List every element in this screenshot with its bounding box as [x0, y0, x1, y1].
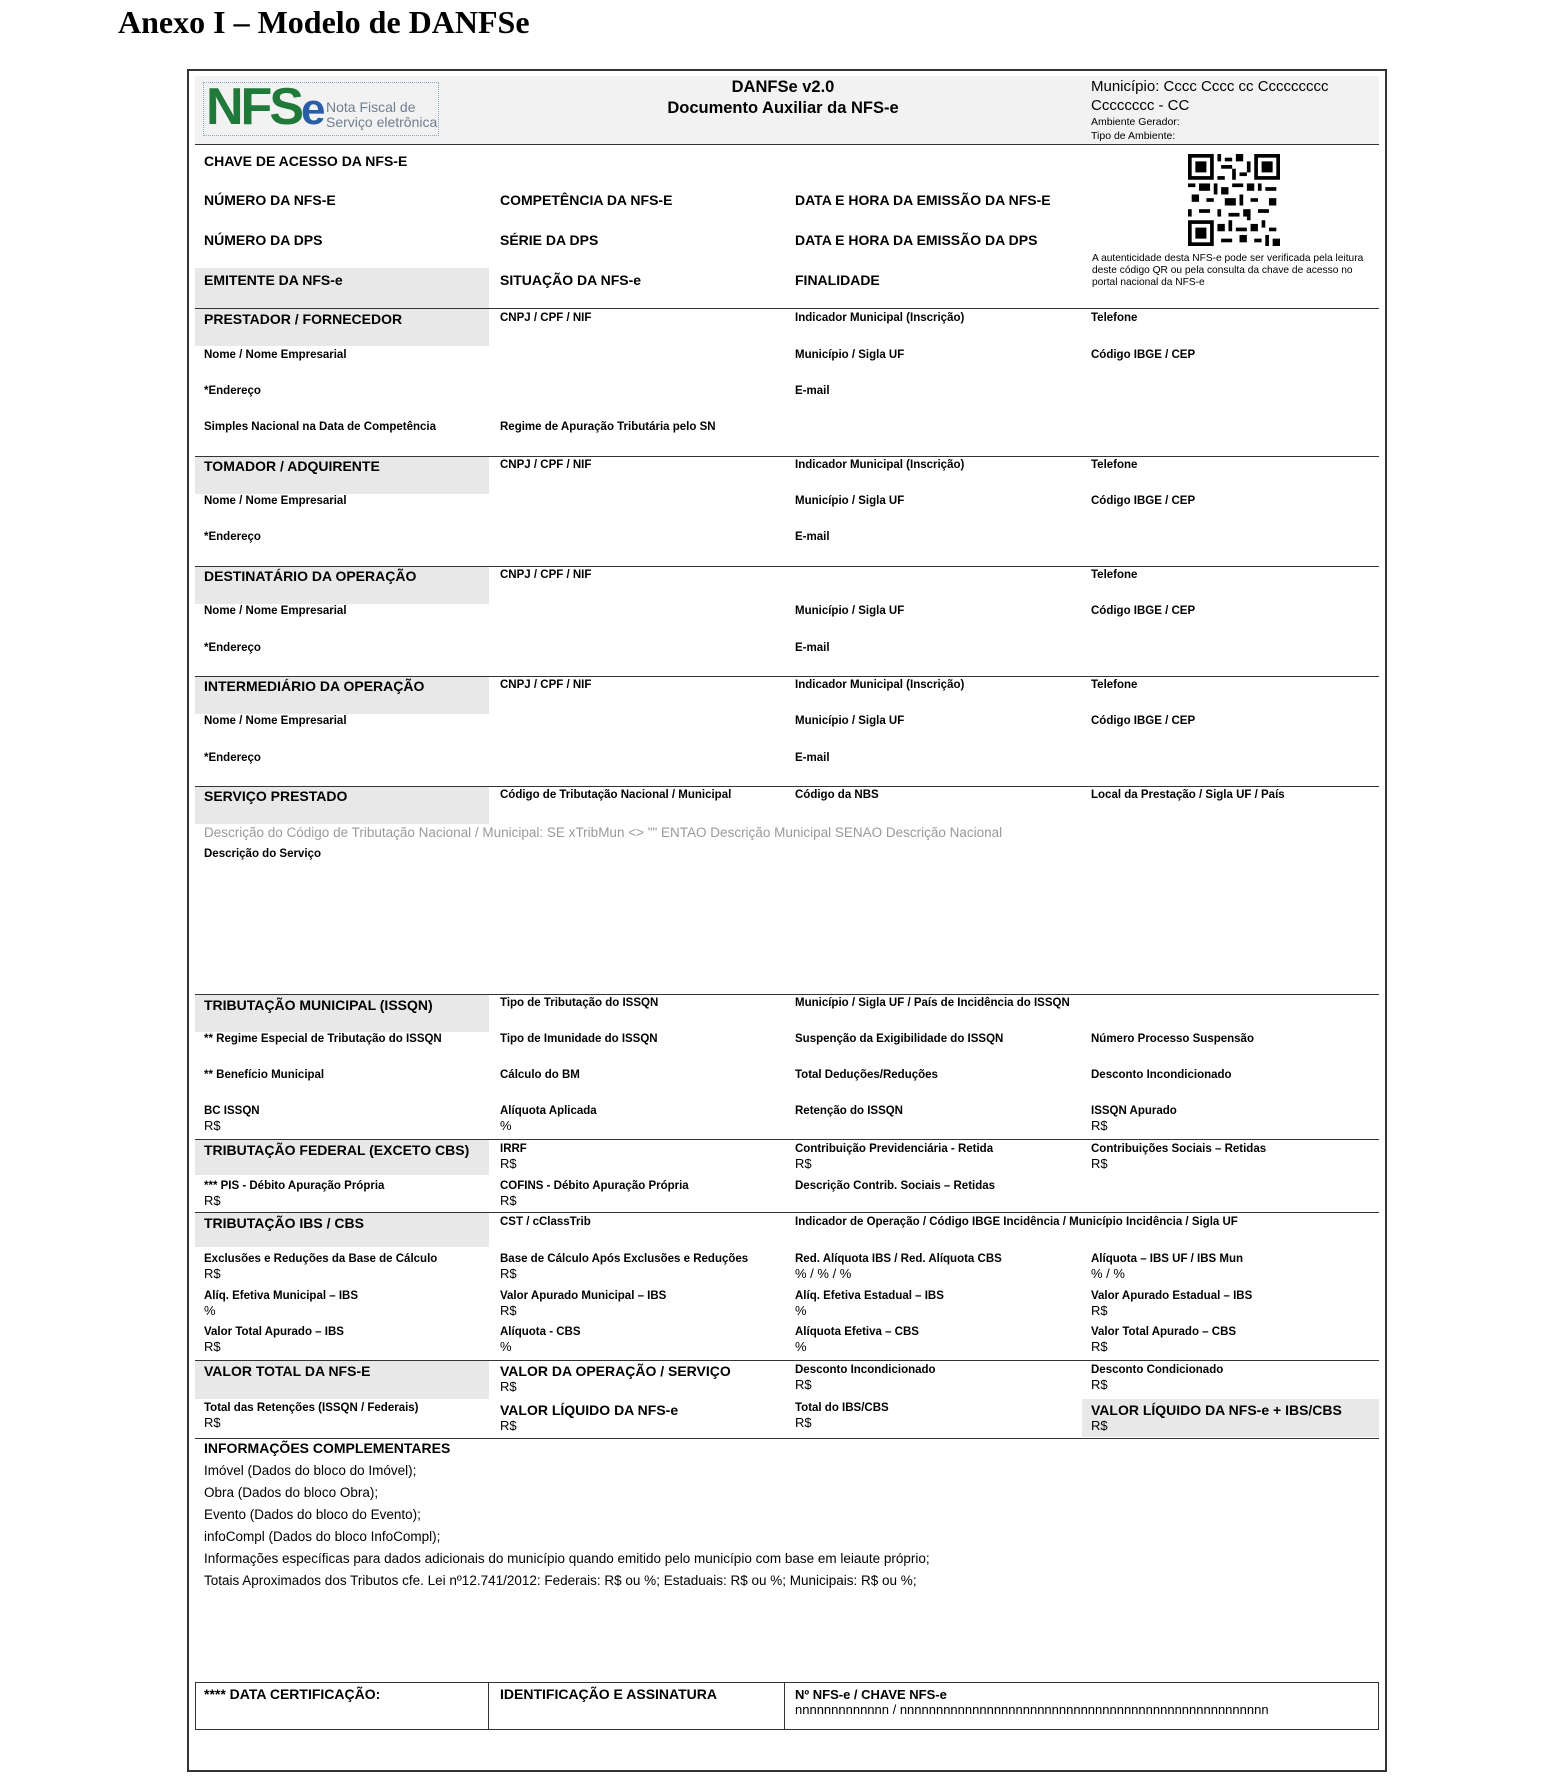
label-emitente: EMITENTE DA NFS-e [204, 272, 343, 288]
header-title-version: DANFSe v2.0 [731, 78, 835, 96]
ibscbs-valor-apurado-est-label: Valor Apurado Estadual – IBS [1091, 1290, 1253, 1302]
issqn-desconto-incond-label: Desconto Incondicionado [1091, 1069, 1232, 1081]
ibscbs-base-calculo-label: Base de Cálculo Após Exclusões e Reduções [500, 1253, 749, 1265]
header-municipio-uf: Cccccccc - CC [1091, 97, 1190, 114]
issqn-apurado-label: ISSQN Apurado [1091, 1105, 1177, 1117]
issqn-bc-label: BC ISSQN [204, 1105, 260, 1117]
ibscbs-valor-apurado-est-value: R$ [1091, 1303, 1108, 1318]
issqn-calculo-bm-label: Cálculo do BM [500, 1069, 580, 1081]
ibscbs-aliquota-ibs-label: Alíquota – IBS UF / IBS Mun [1091, 1253, 1244, 1265]
tomador-cnpj-label: CNPJ / CPF / NIF [500, 459, 592, 471]
nfse-logo [203, 78, 439, 136]
ibscbs-cst-label: CST / cClassTrib [500, 1216, 591, 1228]
destinatario-cnpj-label: CNPJ / CPF / NIF [500, 569, 592, 581]
intermediario-indicador-label: Indicador Municipal (Inscrição) [795, 679, 965, 691]
issqn-beneficio-label: ** Benefício Municipal [204, 1069, 325, 1081]
section-divider-complementares [195, 1438, 1379, 1439]
federal-contrib-sociais-value: R$ [1091, 1156, 1108, 1171]
tomador-nome-label: Nome / Nome Empresarial [204, 495, 347, 507]
federal-cofins-value: R$ [500, 1193, 517, 1208]
intermediario-telefone-label: Telefone [1091, 679, 1138, 691]
federal-pis-label: *** PIS - Débito Apuração Própria [204, 1180, 385, 1192]
ibscbs-base-calculo-value: R$ [500, 1266, 517, 1281]
complementares-line-imovel: Imóvel (Dados do bloco do Imóvel); [204, 1463, 417, 1478]
label-situacao: SITUAÇÃO DA NFS-e [500, 272, 642, 288]
label-numero-nfse: NÚMERO DA NFS-E [204, 192, 336, 208]
ibscbs-aliquota-efetiva-cbs-value: % [795, 1339, 807, 1354]
ibscbs-aliquota-cbs-value: % [500, 1339, 512, 1354]
issqn-bc-value: R$ [204, 1118, 221, 1133]
ibscbs-aliquota-efetiva-cbs-label: Alíquota Efetiva – CBS [795, 1326, 919, 1338]
prestador-simples-label: Simples Nacional na Data de Competência [204, 421, 436, 433]
intermediario-endereco-label: *Endereço [204, 752, 261, 764]
valor-total-title: VALOR TOTAL DA NFS-E [204, 1363, 371, 1379]
destinatario-telefone-label: Telefone [1091, 569, 1138, 581]
complementares-line-obra: Obra (Dados do bloco Obra); [204, 1485, 379, 1500]
destinatario-ibge-label: Código IBGE / CEP [1091, 605, 1196, 617]
ibscbs-valor-total-cbs-value: R$ [1091, 1339, 1108, 1354]
servico-local-label: Local da Prestação / Sigla UF / País [1091, 789, 1285, 801]
federal-irrf-label: IRRF [500, 1143, 527, 1155]
numero-chave-value: nnnnnnnnnnnnn / nnnnnnnnnnnnnnnnnnnnnnnnnnnnnnnnnnnnnnnnnnnnnnnnnnn [795, 1702, 1269, 1717]
complementares-line-totais: Totais Aproximados dos Tributos cfe. Lei nº12.741/2012: Federais: R$ ou %; Estaduais: R$ ou %; Municipais: R$ ou %; [204, 1573, 917, 1588]
intermediario-municipio-label: Município / Sigla UF [795, 715, 905, 727]
prestador-nome-label: Nome / Nome Empresarial [204, 349, 347, 361]
tomador-telefone-label: Telefone [1091, 459, 1138, 471]
label-chave-acesso: CHAVE DE ACESSO DA NFS-E [204, 153, 408, 169]
intermediario-nome-label: Nome / Nome Empresarial [204, 715, 347, 727]
valor-operacao-value: R$ [500, 1379, 517, 1394]
federal-irrf-value: R$ [500, 1156, 517, 1171]
intermediario-email-label: E-mail [795, 752, 830, 764]
totais-desconto-incond-label: Desconto Incondicionado [795, 1364, 936, 1376]
tomador-municipio-label: Município / Sigla UF [795, 495, 905, 507]
intermediario-ibge-label: Código IBGE / CEP [1091, 715, 1196, 727]
header-divider [195, 144, 1379, 145]
ibscbs-valor-total-ibs-label: Valor Total Apurado – IBS [204, 1326, 344, 1338]
ibscbs-valor-apurado-mun-label: Valor Apurado Municipal – IBS [500, 1290, 667, 1302]
data-certificacao-label: **** DATA CERTIFICAÇÃO: [204, 1686, 381, 1702]
tomador-indicador-label: Indicador Municipal (Inscrição) [795, 459, 965, 471]
destinatario-nome-label: Nome / Nome Empresarial [204, 605, 347, 617]
issqn-tipo-trib-label: Tipo de Tributação do ISSQN [500, 997, 659, 1009]
annex-title: Anexo I – Modelo de DANFSe [118, 4, 530, 40]
valor-liquido-value: R$ [500, 1418, 517, 1433]
issqn-municipio-label: Município / Sigla UF / País de Incidência do ISSQN [795, 997, 1070, 1009]
prestador-title: PRESTADOR / FORNECEDOR [204, 311, 403, 327]
ibscbs-red-aliquota-label: Red. Alíquota IBS / Red. Alíquota CBS [795, 1253, 1002, 1265]
qr-code-icon [1188, 154, 1280, 246]
prestador-indicador-label: Indicador Municipal (Inscrição) [795, 312, 965, 324]
issqn-retencao-label: Retenção do ISSQN [795, 1105, 903, 1117]
complementares-line-evento: Evento (Dados do bloco do Evento); [204, 1507, 421, 1522]
header-municipio: Município: Cccc Cccc cc Ccccccccc [1091, 78, 1329, 95]
federal-contrib-prev-label: Contribuição Previdenciária - Retida [795, 1143, 994, 1155]
servico-title: SERVIÇO PRESTADO [204, 788, 348, 804]
ibscbs-aliq-efetiva-est-label: Alíq. Efetiva Estadual – IBS [795, 1290, 944, 1302]
ibscbs-valor-total-cbs-label: Valor Total Apurado – CBS [1091, 1326, 1237, 1338]
total-ibscbs-value: R$ [795, 1415, 812, 1430]
federal-cofins-label: COFINS - Débito Apuração Própria [500, 1180, 689, 1192]
servico-nbs-label: Código da NBS [795, 789, 879, 801]
federal-pis-value: R$ [204, 1193, 221, 1208]
destinatario-email-label: E-mail [795, 642, 830, 654]
autenticidade-note: A autenticidade desta NFS-e pode ser verificada pela leitura deste código QR ou pela consulta da chave de acesso no portal nacional da NFS-e [1092, 253, 1364, 288]
valor-operacao-label: VALOR DA OPERAÇÃO / SERVIÇO [500, 1363, 731, 1379]
destinatario-endereco-label: *Endereço [204, 642, 261, 654]
totais-desconto-incond-value: R$ [795, 1377, 812, 1392]
ibscbs-valor-total-ibs-value: R$ [204, 1339, 221, 1354]
complementares-line-infocompl: infoCompl (Dados do bloco InfoCompl); [204, 1529, 441, 1544]
issqn-suspensao-label: Suspenção da Exigibilidade do ISSQN [795, 1033, 1004, 1045]
destinatario-municipio-label: Município / Sigla UF [795, 605, 905, 617]
header-title-document: Documento Auxiliar da NFS-e [667, 99, 899, 117]
tomador-endereco-label: *Endereço [204, 531, 261, 543]
intermediario-title: INTERMEDIÁRIO DA OPERAÇÃO [204, 678, 425, 694]
federal-title: TRIBUTAÇÃO FEDERAL (EXCETO CBS) [204, 1142, 470, 1158]
header-tipo-ambiente: Tipo de Ambiente: [1091, 130, 1176, 142]
complementares-line-municipio: Informações específicas para dados adicionais do município quando emitido pelo município com base em leiaute próprio; [204, 1551, 930, 1566]
intermediario-cnpj-label: CNPJ / CPF / NIF [500, 679, 592, 691]
total-retencoes-value: R$ [204, 1415, 221, 1430]
ibscbs-aliq-efetiva-mun-label: Alíq. Efetiva Municipal – IBS [204, 1290, 359, 1302]
assinatura-separator-1 [488, 1682, 489, 1730]
valor-liquido-label: VALOR LÍQUIDO DA NFS-e [500, 1402, 679, 1418]
ibscbs-aliq-efetiva-est-value: % [795, 1303, 807, 1318]
label-data-emissao-nfse: DATA E HORA DA EMISSÃO DA NFS-E [795, 192, 1051, 208]
label-competencia: COMPETÊNCIA DA NFS-E [500, 192, 673, 208]
tomador-ibge-label: Código IBGE / CEP [1091, 495, 1196, 507]
prestador-email-label: E-mail [795, 385, 830, 397]
issqn-aliquota-value: % [500, 1118, 512, 1133]
servico-descricao-codigo: Descrição do Código de Tributação Nacional / Municipal: SE xTribMun <> "" ENTAO Descrição Municipal SENAO Descrição Nacional [204, 825, 1003, 840]
totais-desconto-cond-label: Desconto Condicionado [1091, 1364, 1224, 1376]
tomador-email-label: E-mail [795, 531, 830, 543]
issqn-title: TRIBUTAÇÃO MUNICIPAL (ISSQN) [204, 997, 433, 1013]
complementares-title: INFORMAÇÕES COMPLEMENTARES [204, 1440, 451, 1456]
nfse-logo-mark: NFSe [206, 78, 323, 136]
prestador-telefone-label: Telefone [1091, 312, 1138, 324]
prestador-ibge-label: Código IBGE / CEP [1091, 349, 1196, 361]
ibscbs-valor-apurado-mun-value: R$ [500, 1303, 517, 1318]
prestador-municipio-label: Município / Sigla UF [795, 349, 905, 361]
logo-subtitle-2: Serviço eletrônica [326, 114, 438, 130]
ibscbs-exclusoes-label: Exclusões e Reduções da Base de Cálculo [204, 1253, 438, 1265]
ibscbs-aliq-efetiva-mun-value: % [204, 1303, 216, 1318]
header-ambiente-gerador: Ambiente Gerador: [1091, 116, 1180, 128]
ibscbs-aliquota-ibs-value: % / % [1091, 1266, 1125, 1281]
label-finalidade: FINALIDADE [795, 272, 880, 288]
valor-liquido-ibscbs-value: R$ [1091, 1418, 1108, 1433]
issqn-regime-especial-label: ** Regime Especial de Tributação do ISSQN [204, 1033, 442, 1045]
ibscbs-indicador-label: Indicador de Operação / Código IBGE Incidência / Município Incidência / Sigla UF [795, 1216, 1238, 1228]
federal-desc-contrib-label: Descrição Contrib. Sociais – Retidas [795, 1180, 996, 1192]
federal-contrib-prev-value: R$ [795, 1156, 812, 1171]
total-retencoes-label: Total das Retenções (ISSQN / Federais) [204, 1402, 419, 1414]
issqn-tipo-imunidade-label: Tipo de Imunidade do ISSQN [500, 1033, 658, 1045]
ibscbs-red-aliquota-value: % / % / % [795, 1266, 852, 1281]
issqn-total-deducoes-label: Total Deduções/Reduções [795, 1069, 938, 1081]
ibscbs-title: TRIBUTAÇÃO IBS / CBS [204, 1215, 364, 1231]
prestador-regime-label: Regime de Apuração Tributária pelo SN [500, 421, 716, 433]
issqn-aliquota-label: Alíquota Aplicada [500, 1105, 597, 1117]
tomador-title: TOMADOR / ADQUIRENTE [204, 458, 380, 474]
issqn-num-processo-label: Número Processo Suspensão [1091, 1033, 1254, 1045]
servico-codigo-trib-label: Código de Tributação Nacional / Municipal [500, 789, 732, 801]
total-ibscbs-label: Total do IBS/CBS [795, 1402, 889, 1414]
federal-contrib-sociais-label: Contribuições Sociais – Retidas [1091, 1143, 1267, 1155]
label-serie-dps: SÉRIE DA DPS [500, 232, 599, 248]
prestador-cnpj-label: CNPJ / CPF / NIF [500, 312, 592, 324]
totais-desconto-cond-value: R$ [1091, 1377, 1108, 1392]
numero-chave-label: Nº NFS-e / CHAVE NFS-e [795, 1687, 947, 1702]
ibscbs-exclusoes-value: R$ [204, 1266, 221, 1281]
logo-subtitle-1: Nota Fiscal de [326, 99, 416, 115]
servico-descricao-label: Descrição do Serviço [204, 848, 321, 860]
label-numero-dps: NÚMERO DA DPS [204, 232, 323, 248]
identificacao-assinatura-label: IDENTIFICAÇÃO E ASSINATURA [500, 1686, 717, 1702]
destinatario-title: DESTINATÁRIO DA OPERAÇÃO [204, 568, 417, 584]
ibscbs-aliquota-cbs-label: Alíquota - CBS [500, 1326, 581, 1338]
label-data-emissao-dps: DATA E HORA DA EMISSÃO DA DPS [795, 232, 1038, 248]
valor-liquido-ibscbs-label: VALOR LÍQUIDO DA NFS-e + IBS/CBS [1091, 1402, 1342, 1418]
issqn-apurado-value: R$ [1091, 1118, 1108, 1133]
assinatura-separator-2 [784, 1682, 785, 1730]
prestador-endereco-label: *Endereço [204, 385, 261, 397]
